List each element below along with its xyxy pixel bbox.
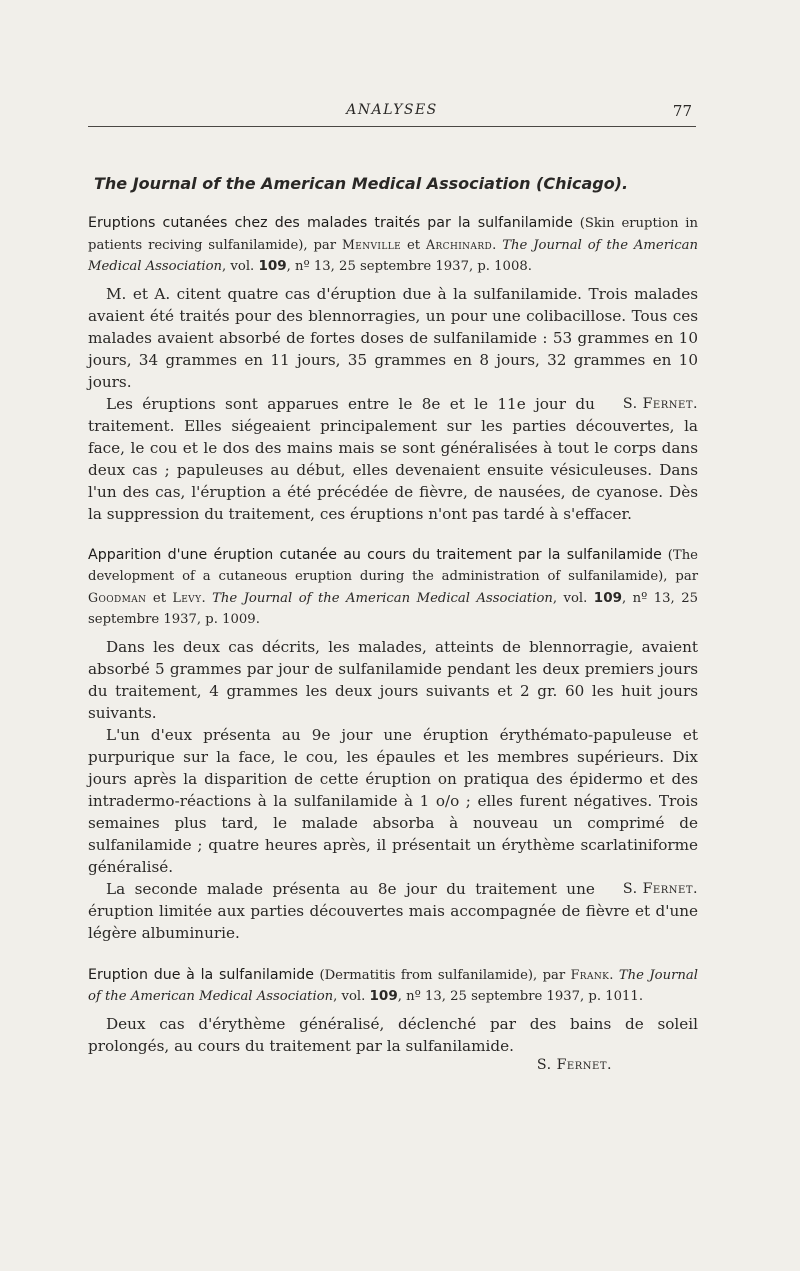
author-separator: et [401,238,426,253]
author-name: Menville [341,237,402,252]
page-content [88,166,698,1093]
abstract-citation [88,213,698,277]
abstract-paragraph: Dans les deux cas décrits, les malades, atteints de blennorragie, avaient absorbé 5 grammes par jour de sulfanilamide pendant les deux premiers jours du traitement, 4 grammes les deux jours suivants et 2 gr. 60 les huit jours suivants. [88,638,698,722]
journal-name: The Journal of the American Medical Association [88,968,698,1004]
abstract-paragraph [88,878,698,944]
abstract-subject: Apparition d'une éruption cutanée au cours du traitement par la sulfanilamide [88,547,662,563]
volume-number: 109 [593,590,622,606]
volume-prefix: , vol. [552,591,594,606]
journal-name: The Journal of the American Medical Association [212,591,553,606]
punctuation: . [492,238,497,253]
abstract-subject: Eruption due à la sulfanilamide [88,967,315,983]
abstract-2 [88,545,698,944]
author-name: Archinard [426,237,493,252]
author-name: Levy [172,590,202,605]
abstract-1 [88,213,698,525]
volume-prefix: , vol. [333,989,370,1004]
author-separator: et [146,591,173,606]
signature: S. Fernet. [622,396,698,412]
issue-date: , nº 13, 25 septembre 1937, p. 1008. [286,259,532,274]
abstract-citation [88,545,698,630]
signature: S. Fernet. [622,881,698,897]
volume-number: 109 [258,258,287,274]
page-number: 77 [672,102,692,120]
journal-heading: The Journal of the American Medical Association (Chicago). [94,174,629,193]
punctuation: . [201,591,213,606]
abstract-paragraph: M. et A. citent quatre cas d'éruption due à la sulfanilamide. Trois malades avaient été traités pour des blennorragies, un pour une colibacillose. Tous ces malades avaient absorbé de fortes doses de sulfanilamide : 53 grammes en 10 jours, 34 grammes en 11 jours, 35 grammes en 8 jours, 32 grammes en 10 jours. [88,285,698,391]
english-title: (Skin eruption in patients reciving sulfanilamide), par [88,216,698,253]
abstract-citation [88,964,698,1007]
issue-date: , nº 13, 25 septembre 1937, p. 1009. [88,591,698,627]
signature: S. Fernet. [536,1057,612,1073]
abstract-subject: Eruptions cutanées chez des malades traités par la sulfanilamide [88,215,573,231]
author-name: Goodman [88,590,147,605]
issue-date: , nº 13, 25 septembre 1937, p. 1011. [397,989,644,1004]
abstract-paragraph [88,393,698,525]
abstract-paragraph: Deux cas d'érythème généralisé, déclenché par des bains de soleil prolongés, au cours du traitement par la sulfanilamide. [88,1015,698,1055]
running-title: ANALYSES [346,102,438,118]
journal-name: The Journal of the American Medical Association [88,238,698,274]
abstract-3 [88,964,698,1073]
volume-number: 109 [369,988,398,1004]
author-name: Frank [570,967,610,982]
abstract-paragraph: L'un d'eux présenta au 9e jour une éruption érythémato-papuleuse et purpurique sur la face, le cou, les épaules et les membres supérieurs. Dix jours après la disparition de cette éruption on pratiqua des épidermo et des intradermo-réactions à la sulfanilamide à 1 o/o ; elles furent négatives. Trois semaines plus tard, le malade absorba à nouveau un comprimé de sulfanilamide ; quatre heures après, il présentait un érythème scarlatiniforme généralisé. [88,726,698,876]
volume-prefix: , vol. [222,259,259,274]
paragraph-text: Les éruptions sont apparues entre le 8e et le 11e jour du traitement. Elles siégeaient principalement sur les parties découvertes, la face, le cou et le dos des mains mais se sont généralisées à tout le corps dans deux cas ; papuleuses au début, elles devenaient ensuite vésiculeuses. Dans l'un des cas, l'éruption a été précédée de fièvre, de nausées, de cyanose. Dès la suppression du traitement, ces éruptions n'ont pas tardé à s'effacer. [88,395,698,523]
punctuation: . [609,968,614,983]
running-header [88,96,696,127]
paragraph-text: La seconde malade présenta au 8e jour du traitement une éruption limitée aux parties découvertes mais accompagnée de fièvre et d'une légère albuminurie. [88,880,698,942]
english-title: (Dermatitis from sulfanilamide), par [314,968,571,983]
english-title: (The development of a cutaneous eruption during the administration of sulfanilamide), par [88,548,698,584]
